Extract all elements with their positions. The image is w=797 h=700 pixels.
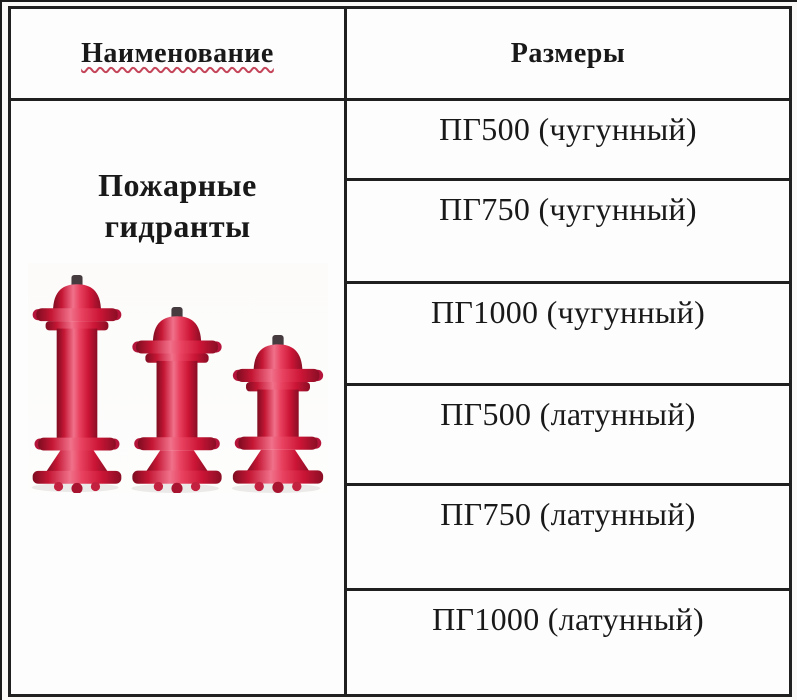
- fire-hydrant-tall-icon: [30, 275, 124, 493]
- header-sizes-label: Размеры: [510, 37, 626, 69]
- table-row: [347, 101, 789, 181]
- size-label: ПГ500 (латунный): [440, 396, 696, 432]
- fire-hydrant-medium-icon: [130, 307, 224, 493]
- header-name-label: Наименование: [81, 37, 274, 69]
- size-label: ПГ750 (чугунный): [439, 191, 697, 227]
- table-row: [347, 591, 789, 694]
- table-row: [347, 181, 789, 284]
- header-cell-sizes: [347, 9, 789, 101]
- table-row: [347, 386, 789, 486]
- size-label: ПГ1000 (чугунный): [430, 294, 706, 330]
- size-label: ПГ750 (латунный): [440, 496, 696, 532]
- fire-hydrant-short-icon: [230, 335, 326, 493]
- size-label: ПГ500 (чугунный): [439, 111, 697, 147]
- table-row: [347, 284, 789, 386]
- header-cell-name: [11, 9, 347, 101]
- hydrant-size-table: [8, 6, 792, 697]
- table-row: [347, 486, 789, 591]
- product-name: Пожарные гидранты: [98, 167, 257, 244]
- size-label: ПГ1000 (латунный): [432, 601, 704, 637]
- fire-hydrants-photo: [28, 263, 328, 493]
- product-cell: [11, 101, 347, 694]
